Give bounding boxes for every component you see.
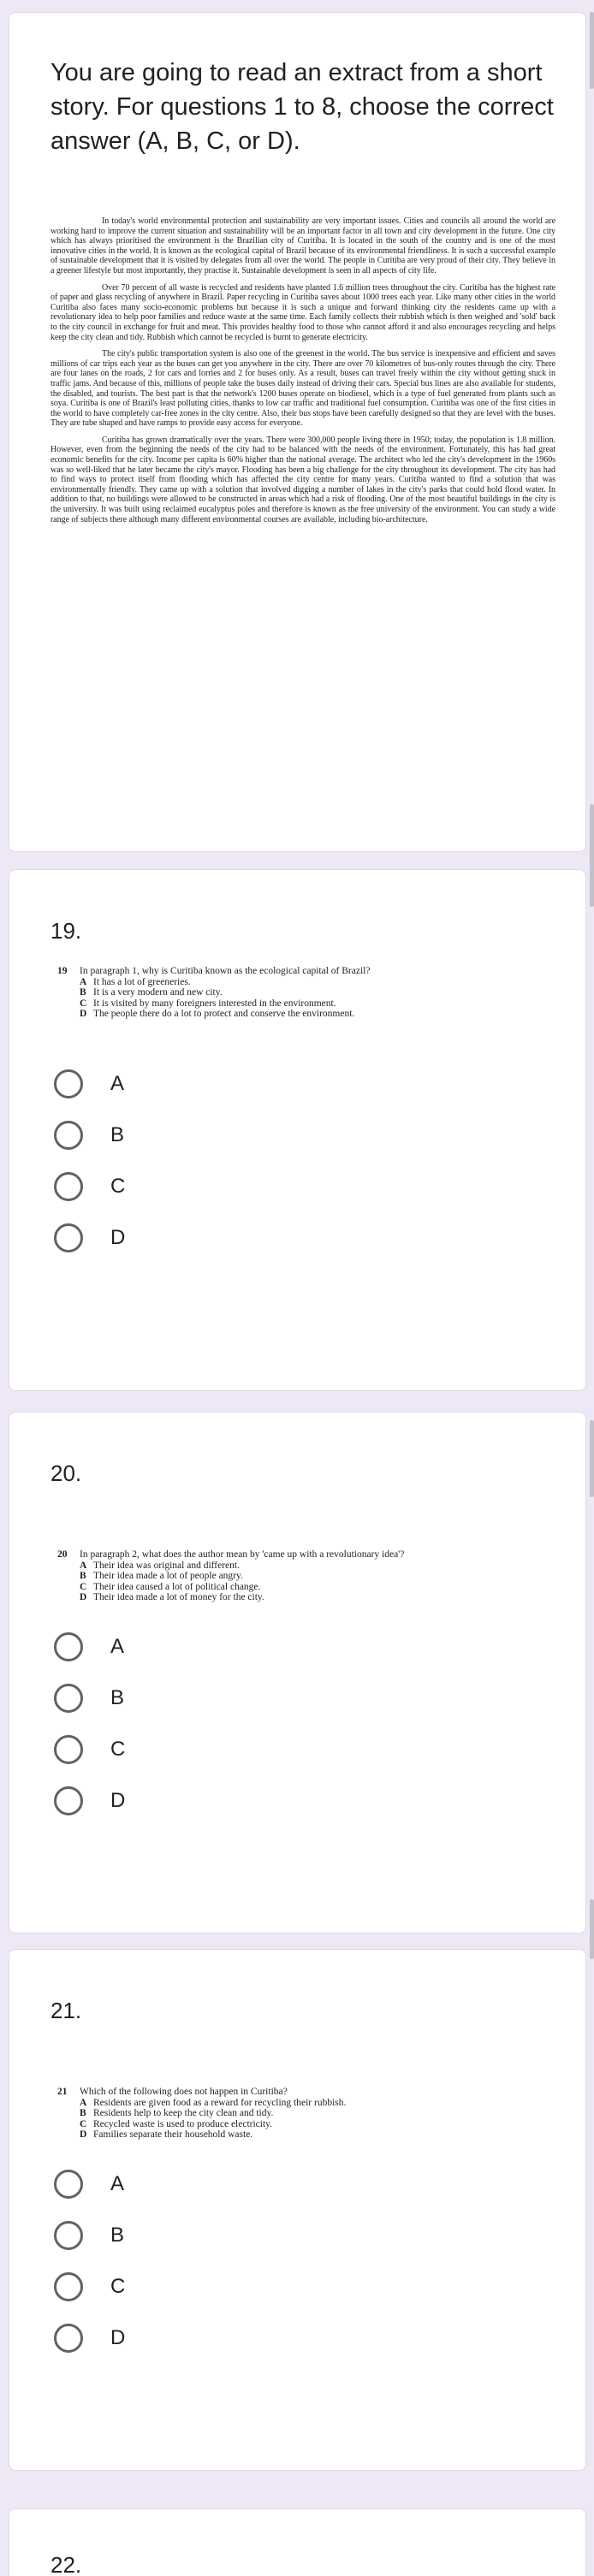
option-a[interactable] <box>54 1621 125 1673</box>
scrollbar-segment[interactable] <box>590 1899 594 1959</box>
option-d[interactable] <box>54 1212 125 1264</box>
choice-letter: B <box>80 987 86 998</box>
radio-button[interactable] <box>54 1172 83 1201</box>
question-id: 21 <box>57 2087 68 2097</box>
choice-text: It is visited by many foreigners interested in the environment. <box>93 998 336 1009</box>
option-label: A <box>110 1072 125 1095</box>
passage-paragraph-2: Over 70 percent of all waste is recycled and residents have planted 1.6 million trees throughout the city. Curitiba has the highest rate of paper and glass recycling of anywhere in Brazil. Paper recycling in Curitiba saves about 1000 trees each year. Like many other cities in the world Curitiba also faces many socio-economic problems but because it is such a unique and forward thinking city the residents came up with a revolutionary idea to help poor families and reduce waste at the same time. Each family collects their rubbish which is then weighed and 'sold' back to the city council in exchange for fruit and meat. This provides healthy food to those who cannot afford it and also encourages recycling and helps keep the city clean and tidy. Rubbish which cannot be recycled is burnt to generate electricity. <box>50 282 555 342</box>
radio-button[interactable] <box>54 1223 83 1252</box>
option-d[interactable] <box>54 2312 125 2364</box>
question-card-21 <box>9 1949 586 2471</box>
choice-letter: C <box>80 1581 87 1592</box>
choice-letter: D <box>80 1009 87 1019</box>
option-d[interactable] <box>54 1775 125 1827</box>
question-id: 19 <box>57 966 68 976</box>
choice-text: It is a very modern and new city. <box>93 987 223 998</box>
option-label: C <box>110 1175 126 1198</box>
option-b[interactable] <box>54 1110 125 1161</box>
question-number: 22. <box>50 2552 82 2576</box>
choice-text: Their idea made a lot of money for the city. <box>93 1592 264 1602</box>
option-label: D <box>110 1226 126 1249</box>
radio-button[interactable] <box>54 2272 83 2301</box>
option-c[interactable] <box>54 1161 125 1212</box>
choice-letter: A <box>80 1560 87 1571</box>
choice-letter: D <box>80 2129 87 2140</box>
question-id: 20 <box>57 1549 68 1560</box>
option-b[interactable] <box>54 2210 125 2261</box>
passage-paragraph-1: In today's world environmental protection and sustainability are very important issues. Cities and councils all around the world are working hard to improve the current situation and sustainability will be an important factor in all town and city development in the future. One city which has always prioritised the environment is the Brazilian city of Curitiba. It is located in the south of the country and is one of the most innovative cities in the world. It is known as the ecological capital of Brazil because of its environmental friendliness. It is such a successful example of sustainable development that it is visited by delegates from all over the world. The people in Curitiba are very proud of their city. They believe in a greener lifestyle but most importantly, they practise it. Sustainable development is seen in all aspects of city life. <box>50 216 555 275</box>
radio-button[interactable] <box>54 2170 83 2199</box>
passage-paragraph-4: Curitiba has grown dramatically over the years. There were 300,000 people living there in 1950; today, the population is 1.8 million. However, even from the beginning the needs of the city had to be balanced with the needs of the environment. Fortunately, this has had great economic benefits for the city. Income per capita is 60% higher than the national average. The architect who led the city's development in the 1960s was so well-liked that he later became the city's mayor. Flooding has been a big challenge for the city throughout its development. The city has had to find ways to protect itself from flooding which has affected the city centre for many years. Curitiba wanted to find a solution that was environmentally friendly. They came up with a solution that involved digging a number of lakes in the city's parks that could hold flood water. In addition to that, no buildings were allowed to be constructed in areas which had a risk of flooding. One of the most beautiful buildings in the city is the university. It was built using reclaimed eucalyptus poles and therefore is known as the free university of the environment. You can study a wide range of subjects there although many different environmental courses are available, including bio-architecture. <box>50 435 555 524</box>
option-label: D <box>110 1789 126 1812</box>
option-b[interactable] <box>54 1673 125 1724</box>
radio-button[interactable] <box>54 1632 83 1661</box>
scrollbar-segment[interactable] <box>590 12 594 89</box>
choice-text: Residents are given food as a reward for recycling their rubbish. <box>93 2097 347 2108</box>
choice-letter: C <box>80 2118 87 2129</box>
radio-button[interactable] <box>54 1786 83 1815</box>
question-number: 20. <box>50 1460 82 1486</box>
question-number: 21. <box>50 1998 82 2023</box>
choice-letter: A <box>80 976 87 987</box>
choice-letter: D <box>80 1592 87 1602</box>
question-card-19 <box>9 869 586 1391</box>
choice-text: The people there do a lot to protect and conserve the environment. <box>93 1009 355 1019</box>
intro-card <box>9 12 586 852</box>
option-label: B <box>110 1123 125 1146</box>
choice-letter: B <box>80 1571 86 1581</box>
radio-button[interactable] <box>54 1684 83 1713</box>
option-label: C <box>110 1738 126 1761</box>
answer-options <box>54 1621 125 1827</box>
answer-options <box>54 1058 125 1264</box>
question-image <box>57 1549 545 1618</box>
option-a[interactable] <box>54 1058 125 1110</box>
question-text: Which of the following does not happen in Curitiba? <box>80 2087 288 2097</box>
option-label: B <box>110 2224 125 2247</box>
option-label: C <box>110 2275 126 2298</box>
choice-text: Residents help to keep the city clean and tidy. <box>93 2108 274 2118</box>
answer-options <box>54 2159 125 2364</box>
passage-paragraph-3: The city's public transportation system is also one of the greenest in the world. The bus service is inexpensive and efficient and saves millions of car trips each year as the buses can get you anywhere in the city. There are over 70 kilometres of bus-only routes through the city. There are four lanes on the roads, 2 for cars and lorries and 2 for buses only. As a result, buses can travel freely within the city without getting stuck in traffic jams. And because of this, millions of people take the buses daily instead of driving their cars. Special bus lines are also available for students, the disabled, and tourists. The best part is that the network's 1200 buses operate on biodiesel, which is a type of fuel generated from plants such as soya. Curitiba is one of Brazil's least polluting cities, thanks to low car traffic and traditional fuel consumption. Curitiba was one of the first cities in the world to have completely car-free zones in the city centre. Also, their bus stops have been carefully designed so that they are level with the buses. They are tube shaped and have ramps to provide easy access for everyone. <box>50 349 555 429</box>
choice-text: It has a lot of greeneries. <box>93 976 191 987</box>
option-c[interactable] <box>54 2261 125 2312</box>
option-label: A <box>110 2172 125 2195</box>
choice-text: Their idea caused a lot of political change. <box>93 1581 261 1592</box>
radio-button[interactable] <box>54 2221 83 2250</box>
passage-image <box>50 216 555 807</box>
question-number: 19. <box>50 918 82 944</box>
radio-button[interactable] <box>54 1735 83 1764</box>
question-card-22 <box>9 2508 586 2576</box>
option-a[interactable] <box>54 2159 125 2210</box>
radio-button[interactable] <box>54 1069 83 1099</box>
question-image <box>57 2087 545 2155</box>
option-label: A <box>110 1635 125 1658</box>
radio-button[interactable] <box>54 1121 83 1150</box>
choice-letter: B <box>80 2108 86 2118</box>
instructions-heading: You are going to read an extract from a short story. For questions 1 to 8, choose the correct answer (A, B, C, or D). <box>50 59 554 155</box>
choice-text: Recycled waste is used to produce electricity. <box>93 2118 273 2129</box>
question-image <box>57 966 545 1043</box>
question-text: In paragraph 2, what does the author mean by 'came up with a revolutionary idea'? <box>80 1549 405 1560</box>
scrollbar-segment[interactable] <box>590 1420 594 1497</box>
option-label: D <box>110 2326 126 2349</box>
choice-letter: C <box>80 998 87 1009</box>
choice-text: Their idea made a lot of people angry. <box>93 1571 243 1581</box>
choice-letter: A <box>80 2097 87 2108</box>
question-text: In paragraph 1, why is Curitiba known as the ecological capital of Brazil? <box>80 966 371 976</box>
option-label: B <box>110 1686 125 1709</box>
choice-text: Families separate their household waste. <box>93 2129 253 2140</box>
question-card-20 <box>9 1412 586 1933</box>
radio-button[interactable] <box>54 2324 83 2353</box>
choice-text: Their idea was original and different. <box>93 1560 240 1571</box>
scrollbar-segment[interactable] <box>590 804 594 907</box>
option-c[interactable] <box>54 1724 125 1775</box>
